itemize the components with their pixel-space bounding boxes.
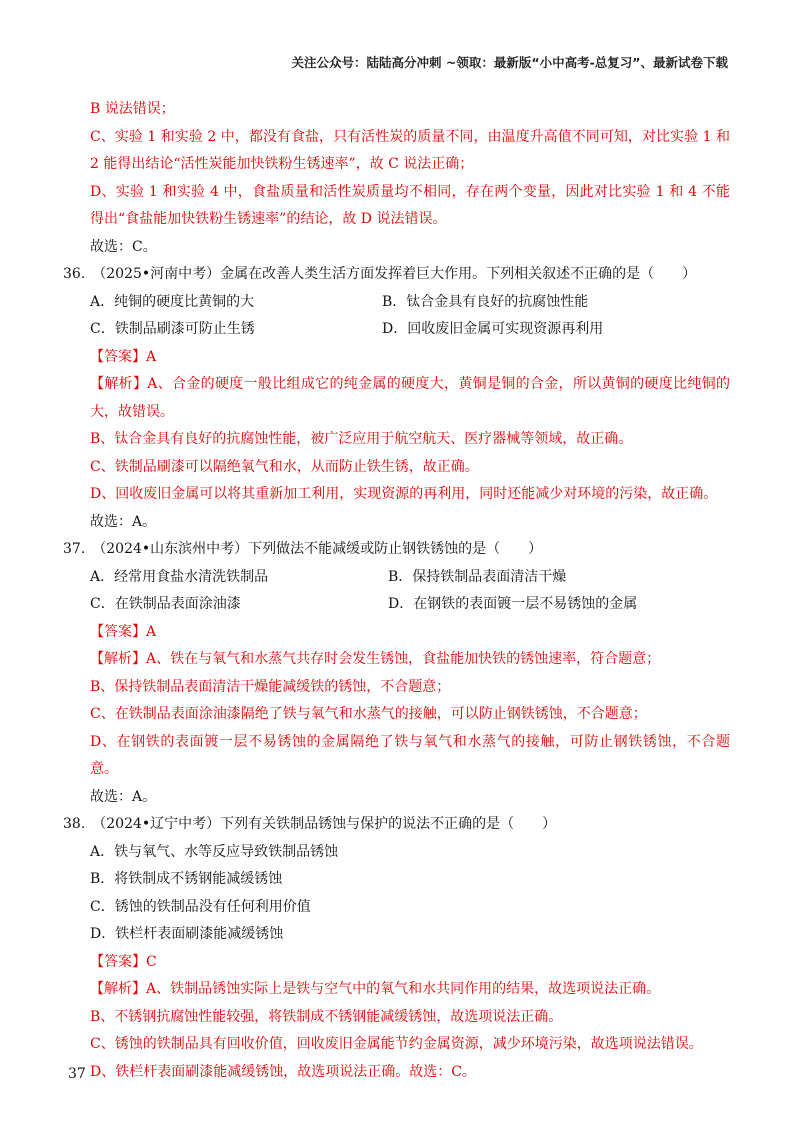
page-number: 37 (68, 1066, 86, 1082)
prev-choice: 故选：C。 (90, 238, 157, 255)
question-37-stem: 37. （2024•山东滨州中考）下列做法不能减缓或防止钢铁锈蚀的是（ ） (63, 541, 543, 557)
option-b: B．保持铁制品表面清洁干燥 (388, 568, 567, 585)
question-36-analysis-d: D、回收废旧金属可以将其重新加工利用，实现资源的再利用，同时还能减少对环境的污染，故正确。 (90, 486, 718, 502)
option-b: B．钛合金具有良好的抗腐蚀性能 (382, 293, 589, 310)
prev-analysis-c: C、实验 1 和实验 2 中，都没有食盐，只有活性炭的质量不同，由温度升高值不同可知，对比实验 1 和 2 能得出结论“活性炭能加快铁粉生锈速率”，故 C 说法正确； (90, 128, 730, 172)
page-header: 关注公众号：陆陆高分冲刺 ~领取：最新版“小中高考-总复习”、最新试卷下载 (291, 55, 728, 70)
option-d: D．铁栏杆表面刷漆能减缓锈蚀 (90, 926, 284, 942)
question-37-analysis-a: 【解析】A、铁在与氧气和水蒸气共存时会发生锈蚀，食盐能加快铁的锈蚀速率，符合题意； (90, 651, 661, 667)
question-36-choice: 故选：A。 (90, 513, 157, 530)
question-38-analysis-c: C、锈蚀的铁制品具有回收价值，回收废旧金属能节约金属资源，减少环境污染，故选项说法错误。 (90, 1036, 703, 1052)
option-b: B．将铁制成不锈钢能减缓锈蚀 (90, 871, 283, 887)
question-37-choice: 故选：A。 (90, 788, 157, 805)
question-36-analysis-b: B、钛合金具有良好的抗腐蚀性能，被广泛应用于航空航天、医疗器械等领域，故正确。 (90, 431, 633, 447)
question-36-options (90, 289, 730, 344)
option-a: A．铁与氧气、水等反应导致铁制品锈蚀 (90, 843, 339, 860)
option-d: D．回收废旧金属可实现资源再利用 (382, 321, 604, 337)
question-37-analysis-b: B、保持铁制品表面清洁干燥能减缓铁的锈蚀，不合题意； (90, 678, 451, 695)
option-d: D．在钢铁的表面镀一层不易锈蚀的金属 (388, 596, 638, 612)
question-38-analysis-d: D、铁栏杆表面刷漆能减缓锈蚀，故选项说法正确。故选：C。 (90, 1063, 476, 1080)
question-37-options (90, 564, 730, 619)
question-36-answer: 【答案】A (90, 348, 157, 365)
question-37-analysis-d: D、在钢铁的表面镀一层不易锈蚀的金属隔绝了铁与氧气和水蒸气的接触，可防止钢铁锈蚀，不合题意。 (90, 733, 730, 777)
question-36-stem: 36. （2025•河南中考）金属在改善人类生活方面发挥着巨大作用。下列相关叙述不正确的是（ ） (63, 266, 697, 282)
question-38-analysis-b: B、不锈钢抗腐蚀性能较强，将铁制成不锈钢能减缓锈蚀，故选项说法正确。 (90, 1008, 563, 1025)
question-37-analysis-c: C、在铁制品表面涂油漆隔绝了铁与氧气和水蒸气的接触，可以防止钢铁锈蚀，不合题意； (90, 706, 647, 722)
question-36-analysis-c: C、铁制品刷漆可以隔绝氧气和水，从而防止铁生锈，故正确。 (90, 458, 479, 475)
option-c: C．锈蚀的铁制品没有任何利用价值 (90, 898, 311, 915)
prev-analysis-d: D、实验 1 和实验 4 中，食盐质量和活性炭质量均不相同，存在两个变量，因此对比实验 1 和 4 不能得出“食盐能加快铁粉生锈速率”的结论，故 D 说法错误。 (90, 183, 730, 227)
question-37-answer: 【答案】A (90, 623, 157, 640)
option-a: A．经常用食盐水清洗铁制品 (90, 568, 269, 585)
option-a: A．纯铜的硬度比黄铜的大 (90, 293, 255, 310)
page-content (63, 96, 730, 1086)
option-c: C．铁制品刷漆可防止生锈 (90, 321, 255, 337)
question-38-answer: 【答案】C (90, 953, 157, 970)
question-36-analysis-a: 【解析】A、合金的硬度一般比组成它的纯金属的硬度大，黄铜是铜的合金，所以黄铜的硬度比纯铜的大，故错误。 (90, 376, 730, 420)
option-c: C．在铁制品表面涂油漆 (90, 596, 241, 612)
question-38-stem: 38. （2024•辽宁中考）下列有关铁制品锈蚀与保护的说法不正确的是（ ） (63, 816, 557, 832)
prev-analysis-b: B 说法错误； (90, 101, 175, 117)
question-38-analysis-a: 【解析】A、铁制品锈蚀实际上是铁与空气中的氧气和水共同作用的结果，故选项说法正确。 (90, 981, 661, 997)
